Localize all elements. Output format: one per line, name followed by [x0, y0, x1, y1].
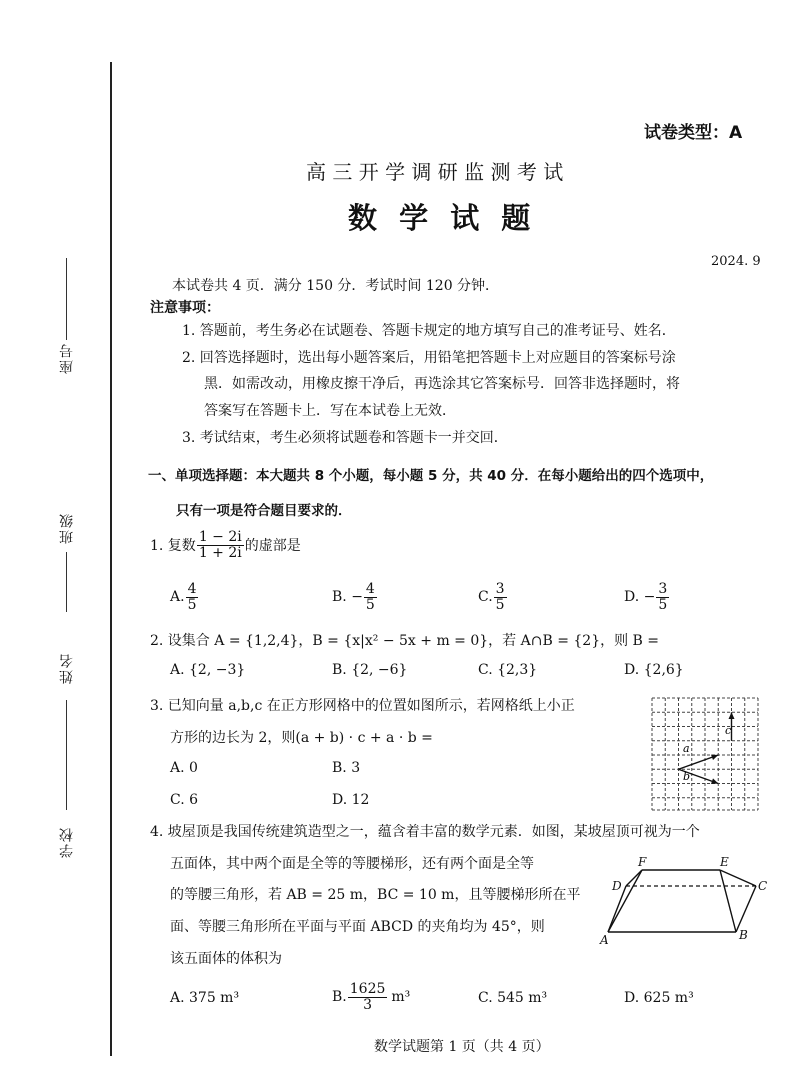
- school-label: 学校: [59, 826, 75, 858]
- page-footer: 数学试题第 1 页（共 4 页）: [374, 1039, 550, 1055]
- question-4-stem-line5: 该五面体的体积为: [170, 951, 282, 967]
- q1-option-a: [170, 582, 199, 612]
- name-underline: [66, 700, 67, 810]
- q2-option-b: B. {2, −6}: [332, 662, 408, 678]
- q3-option-c: C. 6: [170, 792, 199, 808]
- notice-item-1: 1. 答题前，考生务必在试题卷、答题卡规定的地方填写自己的准考证号、姓名．: [182, 323, 676, 339]
- section1-heading-cont: 只有一项是符合题目要求的．: [176, 503, 352, 519]
- seat-underline: [66, 258, 67, 340]
- q4-b-label: B.: [332, 989, 347, 1006]
- notice-heading: 注意事项：: [150, 300, 220, 316]
- q3-option-b: B. 3: [332, 760, 361, 776]
- vertex-F-label: F: [638, 855, 647, 869]
- q1-d-label: D. −: [624, 589, 656, 606]
- subject-title: 数 学 试 题: [348, 201, 537, 235]
- edge-BE: [720, 870, 736, 932]
- q4-roof-pentahedron-figure: [596, 852, 776, 948]
- q1-c-den: 5: [495, 596, 505, 613]
- notice-item-3: 3. 考试结束，考生必须将试题卷和答题卡一并交回．: [182, 430, 508, 446]
- vector-b-label: b: [683, 770, 691, 783]
- q4-b-unit: m³: [391, 989, 411, 1006]
- q1-denominator: 1 + 2i: [198, 544, 242, 561]
- q4-option-b: [332, 982, 410, 1012]
- q1-suffix: 的虚部是: [244, 538, 301, 555]
- q1-option-c: [478, 582, 508, 612]
- seat-label: 座号: [59, 342, 75, 374]
- vertex-A-label: A: [600, 933, 609, 947]
- q1-b-num: 4: [365, 581, 375, 597]
- q4-option-d: D. 625 m³: [624, 990, 694, 1006]
- question-3-stem-line1: 3. 已知向量 a,b,c 在正方形网格中的位置如图所示，若网格纸上小正: [150, 698, 575, 714]
- vector-a-arrowhead: [711, 755, 718, 760]
- q1-numerator: 1 − 2i: [198, 529, 242, 545]
- q2-option-c: C. {2,3}: [478, 662, 538, 678]
- edge-EC: [720, 870, 756, 886]
- notice-item-2-cont: 黑．如需改动，用橡皮擦干净后，再选涂其它答案标号．回答非选择题时，将: [204, 376, 680, 392]
- vector-a-label: a: [683, 742, 690, 755]
- intro-text: 本试卷共 4 页．满分 150 分．考试时间 120 分钟．: [172, 278, 500, 294]
- q4-b-den: 3: [363, 996, 373, 1013]
- class-underline: [66, 552, 67, 612]
- vector-c-arrowhead: [729, 712, 735, 719]
- q4-option-c: C. 545 m³: [478, 990, 548, 1006]
- q1-b-label: B. −: [332, 589, 363, 606]
- section1-heading: 一、单项选择题：本大题共 8 个小题，每小题 5 分，共 40 分．在每小题给出的四个选项中，: [148, 468, 714, 484]
- vector-c-label: c: [725, 724, 732, 737]
- q1-a-num: 4: [187, 581, 197, 597]
- vertex-D-label: D: [612, 879, 622, 893]
- question-4-stem-line2: 五面体，其中两个面是全等的等腰梯形，还有两个面是全等: [170, 856, 534, 872]
- paper-type: 试卷类型：A: [644, 123, 743, 143]
- q1-c-label: C.: [478, 589, 493, 606]
- question-1-stem: [150, 530, 301, 560]
- q2-option-d: D. {2,6}: [624, 662, 684, 678]
- vertex-C-label: C: [758, 879, 768, 893]
- question-4-stem-line3: 的等腰三角形，若 AB = 25 m，BC = 10 m，且等腰梯形所在平: [170, 887, 581, 903]
- exam-date: 2024. 9: [711, 254, 761, 269]
- q1-a-den: 5: [187, 596, 197, 613]
- vertex-B-label: B: [739, 928, 748, 942]
- question-2-stem: 2. 设集合 A = {1,2,4}，B = {x|x² − 5x + m = 0}，若 A∩B = {2}，则 B =: [150, 633, 660, 649]
- q1-d-den: 5: [658, 596, 668, 613]
- q1-prefix: 1. 复数: [150, 538, 196, 555]
- q3-option-d: D. 12: [332, 792, 370, 808]
- q1-fraction: [197, 530, 244, 560]
- edge-BC: [736, 886, 756, 932]
- question-3-stem-line2: 方形的边长为 2，则(a + b) · c + a · b =: [170, 730, 433, 746]
- class-label: 班级: [59, 512, 75, 544]
- vector-b-arrowhead: [711, 778, 718, 784]
- exam-title: 高 三 开 学 调 研 监 测 考 试: [306, 160, 564, 184]
- q2-option-a: A. {2, −3}: [170, 662, 246, 678]
- binding-line: [110, 62, 112, 1056]
- question-4-stem-line4: 面、等腰三角形所在平面与平面 ABCD 的夹角均为 45°，则: [170, 919, 545, 935]
- q3-option-a: A. 0: [170, 760, 198, 776]
- vertex-E-label: E: [720, 855, 729, 869]
- q1-c-num: 3: [495, 581, 505, 597]
- q4-option-a: A. 375 m³: [170, 990, 240, 1006]
- notice-item-2: 2. 回答选择题时，选出每小题答案后，用铅笔把答题卡上对应题目的答案标号涂: [182, 350, 676, 366]
- q1-d-num: 3: [658, 581, 668, 597]
- notice-item-2-cont2: 答案写在答题卡上．写在本试卷上无效．: [204, 403, 456, 419]
- name-label: 姓名: [59, 652, 75, 684]
- q1-option-b: [332, 582, 378, 612]
- grid-lines: [652, 698, 758, 810]
- q1-option-d: [624, 582, 670, 612]
- question-4-stem-line1: 4. 坡屋顶是我国传统建筑造型之一，蕴含着丰富的数学元素．如图，某坡屋顶可视为一个: [150, 824, 700, 840]
- q1-b-den: 5: [365, 596, 375, 613]
- q3-vector-grid-figure: [650, 696, 760, 812]
- q4-b-num: 1625: [349, 981, 386, 997]
- q1-a-label: A.: [170, 589, 185, 606]
